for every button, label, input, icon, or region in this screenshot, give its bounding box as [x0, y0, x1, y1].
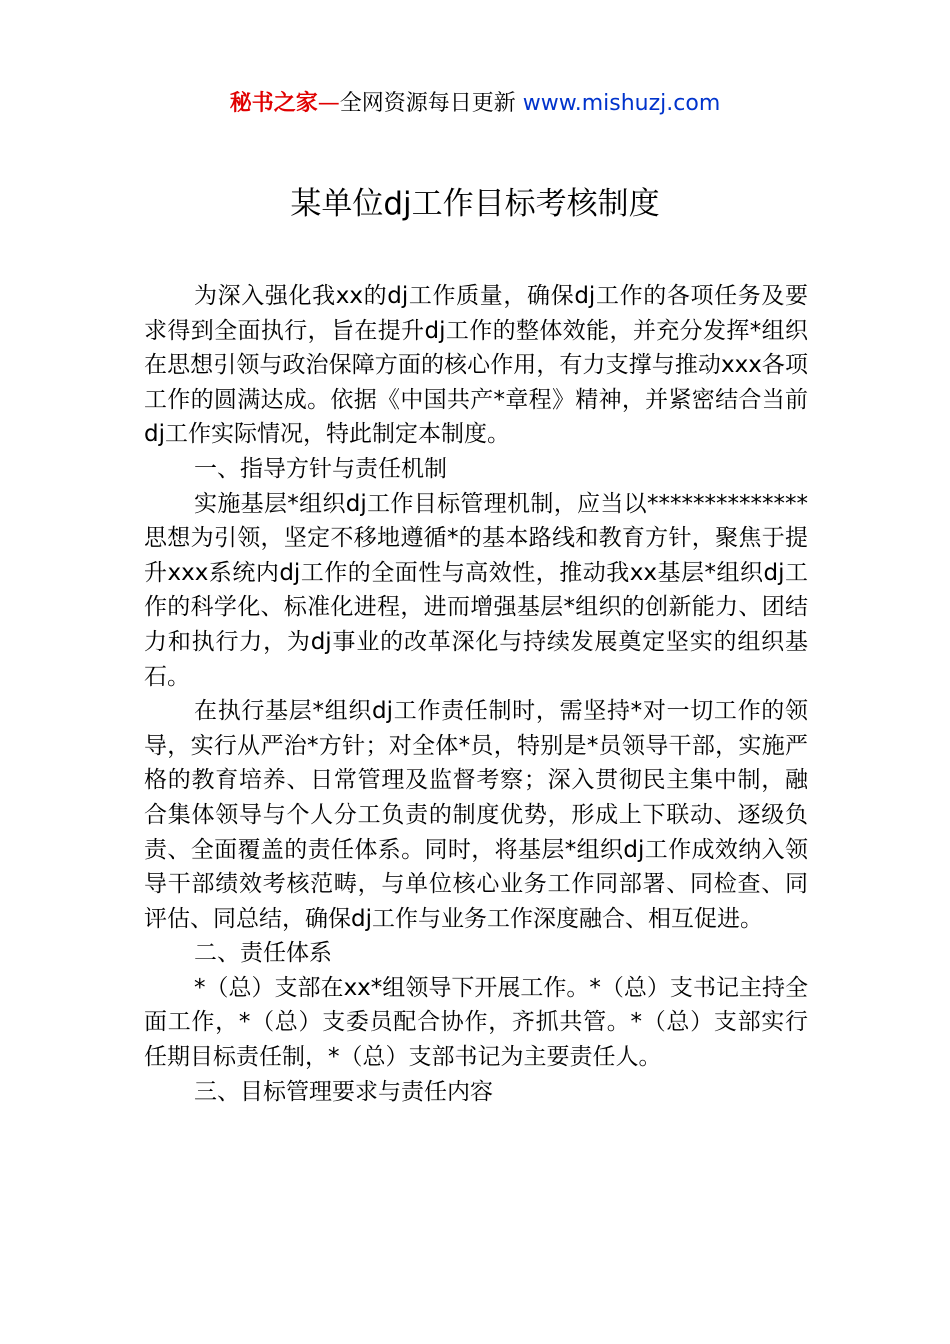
section-heading-3: 三、目标管理要求与责任内容	[194, 1078, 493, 1105]
site-brand: 秘书之家	[229, 91, 318, 116]
body-paragraph: 实施基层*组织dj工作目标管理机制，应当以**************思想为引领，坚定不移地遵循*的基本路线和教育方针，聚焦于提升xxx系统内dj工作的全面性与高效性，推动我xx基层*组织dj工作的科学化、标准化进程，进而增强基层*组织的创新能力、团结力和执行力，为dj事业的改革深化与持续发展奠定坚实的组织基石。	[144, 490, 808, 690]
section-heading-1: 一、指导方针与责任机制	[194, 455, 447, 482]
site-url-link[interactable]: www.mishuzj.com	[522, 91, 721, 116]
site-header	[0, 88, 950, 120]
body-paragraph: *（总）支部在xx*组领导下开展工作。*（总）支书记主持全面工作，*（总）支委员配合协作，齐抓共管。*（总）支部实行任期目标责任制，*（总）支部书记为主要责任人。	[144, 974, 808, 1071]
header-dash: —	[317, 91, 340, 116]
intro-paragraph: 为深入强化我xx的dj工作质量，确保dj工作的各项任务及要求得到全面执行，旨在提升dj工作的整体效能，并充分发挥*组织在思想引领与政治保障方面的核心作用，有力支撑与推动xxx各项工作的圆满达成。依据《中国共产*章程》精神，并紧密结合当前dj工作实际情况，特此制定本制度。	[144, 283, 808, 448]
site-tagline: 全网资源每日更新	[339, 91, 523, 116]
document-body	[144, 279, 808, 1109]
section-heading-2: 二、责任体系	[194, 940, 332, 967]
body-paragraph: 在执行基层*组织dj工作责任制时，需坚持*对一切工作的领导，实行从严治*方针；对全体*员，特别是*员领导干部，实施严格的教育培养、日常管理及监督考察；深入贯彻民主集中制，融合集体领导与个人分工负责的制度优势，形成上下联动、逐级负责、全面覆盖的责任体系。同时，将基层*组织dj工作成效纳入领导干部绩效考核范畴，与单位核心业务工作同部署、同检查、同评估、同总结，确保dj工作与业务工作深度融合、相互促进。	[144, 698, 808, 932]
document-title: 某单位dj工作目标考核制度	[290, 186, 660, 222]
